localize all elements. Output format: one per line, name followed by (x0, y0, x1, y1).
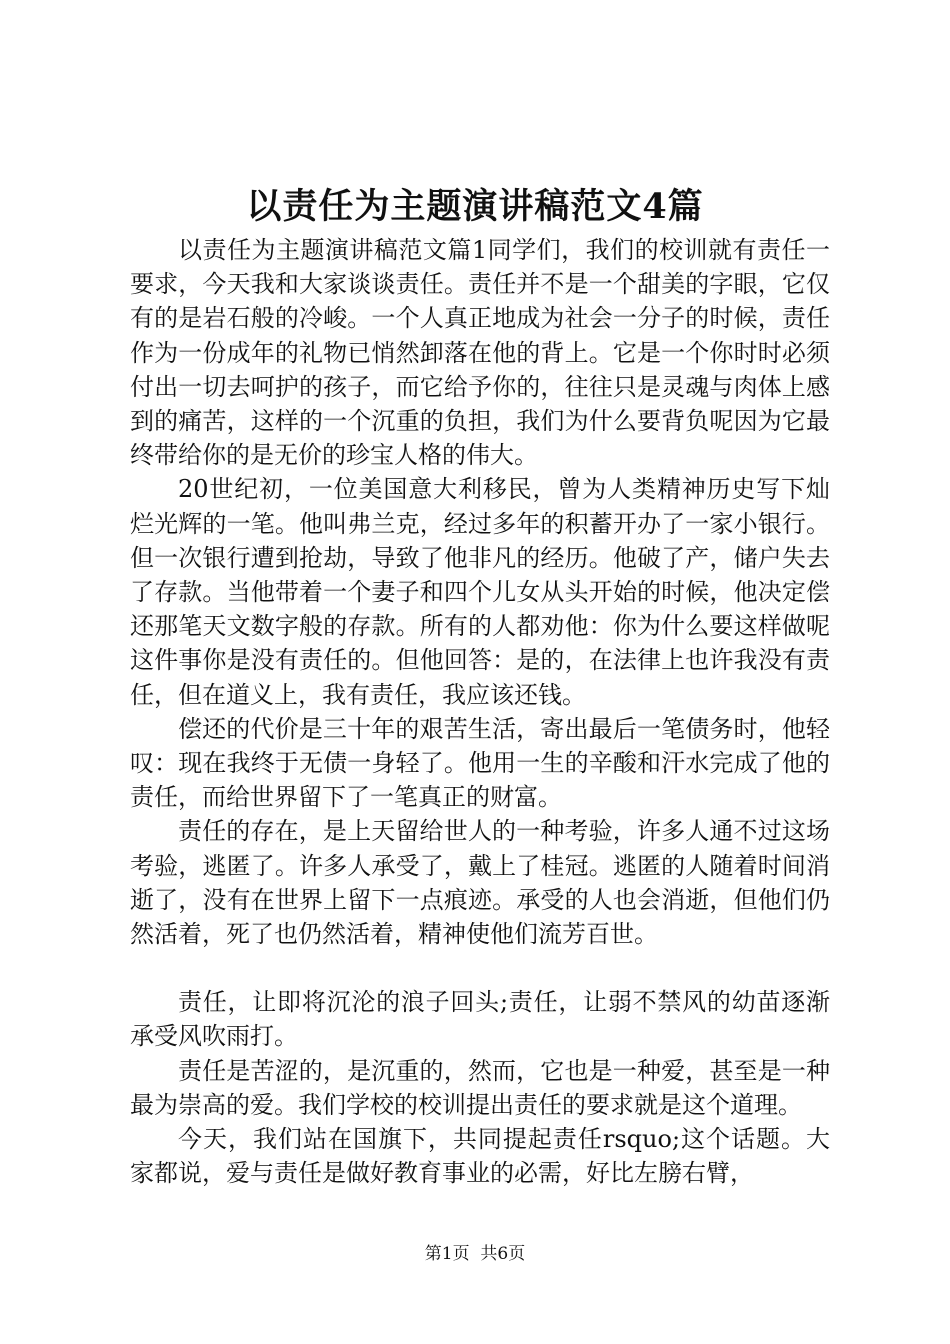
document-title: 以责任为主题演讲稿范文4篇 (246, 186, 704, 227)
page-number: 第1页 共6页 (424, 1244, 526, 1264)
page-footer (0, 1242, 950, 1266)
paragraph: 以责任为主题演讲稿范文篇1同学们，我们的校训就有责任一要求，今天我和大家谈谈责任。责任并不是一个甜美的字眼，它仅有的是岩石般的冷峻。一个人真正地成为社会一分子的时候，责任作为一份成年的礼物已悄然卸落在他的背上。它是一个你时时必须付出一切去呵护的孩子，而它给予你的，往往只是灵魂与肉体上感到的痛苦，这样的一个沉重的负担，我们为什么要背负呢因为它最终带给你的是无价的珍宝人格的伟大。 (130, 236, 830, 470)
paragraph: 责任是苦涩的，是沉重的，然而，它也是一种爱，甚至是一种最为崇高的爱。我们学校的校训提出责任的要求就是这个道理。 (130, 1056, 830, 1119)
paragraph: 今天，我们站在国旗下，共同提起责任rsquo;这个话题。大家都说，爱与责任是做好教育事业的必需，好比左膀右臂， (130, 1125, 830, 1188)
paragraph: 偿还的代价是三十年的艰苦生活，寄出最后一笔债务时，他轻叹：现在我终于无债一身轻了。他用一生的辛酸和汗水完成了他的责任，而给世界留下了一笔真正的财富。 (130, 714, 830, 812)
paragraph: 20世纪初，一位美国意大利移民，曾为人类精神历史写下灿烂光辉的一笔。他叫弗兰克，经过多年的积蓄开办了一家小银行。但一次银行遭到抢劫，导致了他非凡的经历。他破了产，储户失去了存款。当他带着一个妻子和四个儿女从头开始的时候，他决定偿还那笔天文数字般的存款。所有的人都劝他：你为什么要这样做呢这件事你是没有责任的。但他回答：是的，在法律上也许我没有责任，但在道义上，我有责任，我应该还钱。 (130, 475, 830, 709)
paragraph: 责任，让即将沉沦的浪子回头;责任，让弱不禁风的幼苗逐渐承受风吹雨打。 (130, 988, 830, 1051)
document-body (130, 233, 830, 1190)
paragraph: 责任的存在，是上天留给世人的一种考验，许多人通不过这场考验，逃匿了。许多人承受了，戴上了桂冠。逃匿的人随着时间消逝了，没有在世界上留下一点痕迹。承受的人也会消逝，但他们仍然活着，死了也仍然活着，精神使他们流芳百世。 (130, 817, 830, 949)
